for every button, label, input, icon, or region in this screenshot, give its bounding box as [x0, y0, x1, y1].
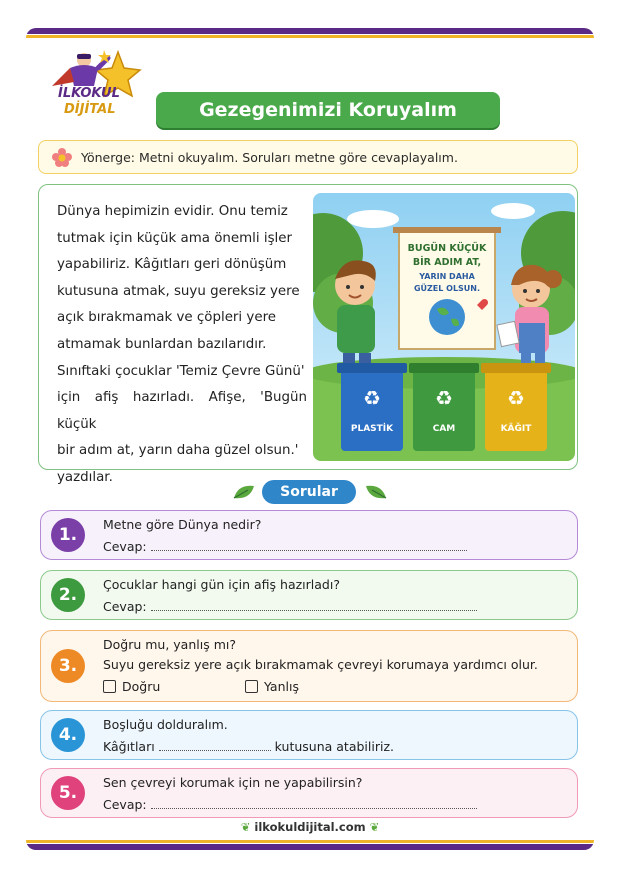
answer-line	[103, 599, 477, 614]
answer-label: Cevap:	[103, 539, 147, 554]
passage-line: açık bırakmamak ve çöpleri yere	[57, 310, 277, 326]
answer-line	[103, 539, 467, 554]
answer-blank[interactable]	[151, 601, 477, 611]
poster-line: BİR ADIM AT,	[412, 257, 482, 268]
question-card-5	[40, 768, 578, 818]
bin-label: PLASTİK	[350, 424, 394, 434]
answer-label: Cevap:	[103, 797, 147, 812]
answer-label: Cevap:	[103, 599, 147, 614]
fill-blank-line	[103, 739, 394, 754]
answer-line	[103, 797, 477, 812]
questions-heading: Sorular	[262, 480, 356, 504]
bin-label: CAM	[432, 424, 456, 434]
recycle-icon: ♻	[435, 386, 453, 410]
poster-line: GÜZEL OLSUN.	[413, 284, 481, 293]
leaf-icon	[364, 482, 388, 502]
recycling-illustration	[313, 193, 575, 461]
false-option[interactable]	[245, 679, 299, 694]
flower-icon	[51, 147, 73, 169]
question-number: 2.	[51, 578, 85, 612]
fill-suffix: kutusuna atabiliriz.	[274, 739, 394, 754]
leaf-icon: ❦	[369, 820, 380, 834]
question-text: Metne göre Dünya nedir?	[103, 517, 262, 532]
fill-blank[interactable]	[159, 741, 271, 751]
logo-text-bottom: DİJİTAL	[64, 102, 116, 117]
question-card-1	[40, 510, 578, 560]
question-text: Boşluğu dolduralım.	[103, 717, 228, 732]
passage-line: bir adım at, yarın daha güzel olsun.'	[57, 443, 299, 459]
page-title: Gezegenimizi Koruyalım	[156, 92, 500, 128]
option-label: Yanlış	[264, 679, 299, 694]
question-text: Sen çevreyi korumak için ne yapabilirsin?	[103, 775, 363, 790]
leaf-icon	[232, 482, 256, 502]
worksheet-page	[26, 28, 594, 850]
passage-line: yapabiliriz. Kâğıtları geri dönüşüm	[57, 257, 287, 273]
passage-line: kutusuna atmak, suyu gereksiz yere	[57, 283, 300, 299]
instruction-text: Yönerge: Metni okuyalım. Soruları metne göre cevaplayalım.	[81, 149, 458, 165]
bottom-border	[26, 844, 594, 850]
question-text: Doğru mu, yanlış mı?	[103, 637, 236, 652]
option-label: Doğru	[122, 679, 161, 694]
reading-passage-box	[38, 184, 578, 485]
leaf-icon: ❦	[240, 820, 251, 834]
question-number: 3.	[51, 649, 85, 683]
question-text: Çocuklar hangi gün için afiş hazırladı?	[103, 577, 340, 592]
site-logo	[40, 46, 150, 126]
top-accent-border	[26, 35, 594, 38]
question-card-3	[40, 630, 578, 702]
passage-line: için afiş hazırladı. Afişe, 'Bugün küçük	[57, 390, 307, 432]
bottom-accent-border	[26, 840, 594, 843]
checkbox[interactable]	[245, 680, 258, 693]
footer	[26, 820, 594, 834]
question-number: 4.	[51, 718, 85, 752]
poster-line: BUGÜN KÜÇÜK	[407, 243, 487, 254]
footer-site[interactable]: ilkokuldijital.com	[254, 820, 366, 834]
poster-line: YARIN DAHA	[419, 272, 475, 281]
passage-line: Dünya hepimizin evidir. Onu temiz	[57, 204, 288, 219]
fill-prefix: Kâğıtları	[103, 739, 155, 754]
question-statement: Suyu gereksiz yere açık bırakmamak çevreyi korumaya yardımcı olur.	[103, 657, 538, 672]
instruction-box	[38, 140, 578, 174]
passage-line: Sınıftaki çocuklar 'Temiz Çevre Günü'	[57, 363, 305, 379]
passage-line: tutmak için küçük ama önemli işler	[57, 230, 293, 246]
answer-blank[interactable]	[151, 541, 467, 551]
answer-blank[interactable]	[151, 799, 477, 809]
question-card-4	[40, 710, 578, 760]
true-option[interactable]	[103, 679, 160, 694]
reading-passage	[57, 199, 307, 492]
kids-recycling-picture	[313, 193, 575, 461]
question-card-2	[40, 570, 578, 620]
logo-text-top: İLKOKUL	[58, 86, 120, 101]
top-border	[26, 28, 594, 34]
checkbox[interactable]	[103, 680, 116, 693]
bin-label: KÂĞIT	[500, 424, 532, 434]
question-number: 5.	[51, 776, 85, 810]
recycle-icon: ♻	[507, 386, 525, 410]
question-number: 1.	[51, 518, 85, 552]
recycle-icon: ♻	[363, 386, 381, 410]
passage-line: yazdılar.	[57, 469, 113, 485]
passage-line: atmamak bunlardan bazılarıdır.	[57, 336, 267, 352]
